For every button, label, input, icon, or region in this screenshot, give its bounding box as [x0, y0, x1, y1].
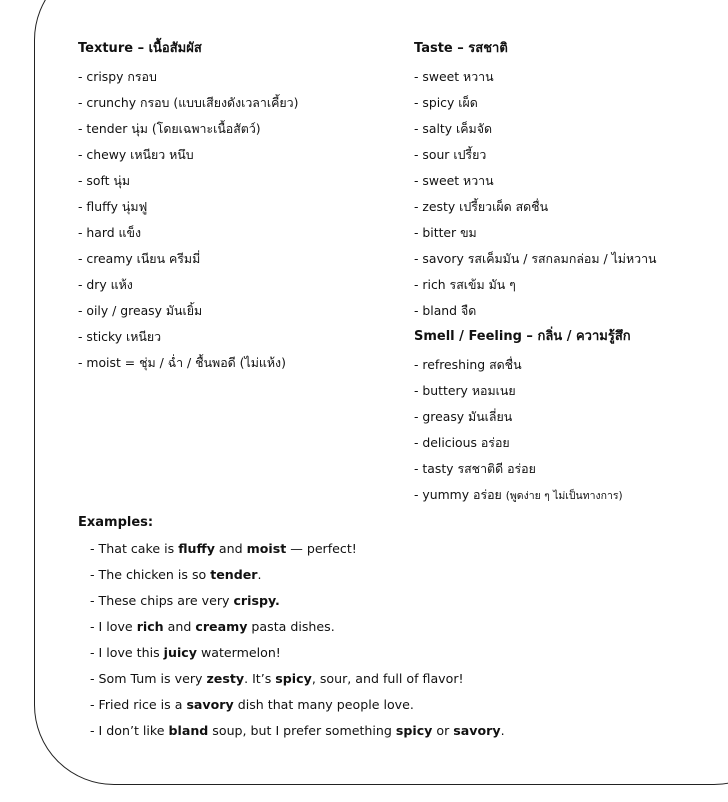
- taste-item: - salty เค็มจัด: [414, 121, 493, 136]
- example-sentence: [78, 614, 505, 640]
- taste-item: - sweet หวาน: [414, 69, 494, 84]
- smell-item-note: (พูดง่าย ๆ ไม่เป็นทางการ): [505, 490, 623, 502]
- example-text: dish that many people love.: [233, 697, 414, 712]
- smell-item: - delicious อร่อย: [414, 435, 510, 450]
- example-text: . It’s: [244, 671, 276, 686]
- smell-item-main: - yummy อร่อย: [414, 487, 506, 502]
- examples-list: [78, 536, 505, 744]
- example-text: - Som Tum is very: [90, 671, 207, 686]
- example-keyword: zesty: [206, 671, 245, 686]
- example-keyword: spicy: [275, 671, 312, 686]
- example-keyword: creamy: [195, 619, 248, 634]
- example-text: - I don’t like: [90, 723, 169, 738]
- texture-item: - dry แห้ง: [78, 277, 133, 292]
- example-keyword: moist: [246, 541, 287, 556]
- smell-item-yummy: [414, 482, 657, 508]
- taste-column: [414, 38, 657, 508]
- example-keyword: fluffy: [178, 541, 215, 556]
- smell-list: [414, 352, 657, 482]
- example-text: watermelon!: [196, 645, 281, 660]
- example-text: , sour, and full of flavor!: [311, 671, 464, 686]
- example-sentence: [78, 562, 505, 588]
- examples-heading: Examples:: [78, 515, 154, 530]
- example-keyword: juicy: [163, 645, 197, 660]
- example-text: or: [432, 723, 454, 738]
- taste-item: - bland จืด: [414, 303, 477, 318]
- example-text: - These chips are very: [90, 593, 234, 608]
- example-text: and: [214, 541, 247, 556]
- taste-item: - bitter ขม: [414, 225, 477, 240]
- example-text: .: [257, 567, 262, 582]
- example-text: .: [500, 723, 505, 738]
- example-keyword: savory: [453, 723, 501, 738]
- taste-heading: Taste – รสชาติ: [414, 41, 508, 56]
- taste-item: - rich รสเข้ม มัน ๆ: [414, 277, 516, 292]
- taste-item: - savory รสเค็มมัน / รสกลมกล่อม / ไม่หวาน: [414, 251, 657, 266]
- taste-item: - spicy เผ็ด: [414, 95, 478, 110]
- example-sentence: [78, 640, 505, 666]
- example-keyword: spicy: [395, 723, 433, 738]
- smell-item: - tasty รสชาติดี อร่อย: [414, 461, 536, 476]
- example-sentence: [78, 536, 505, 562]
- texture-item: - crunchy กรอบ (แบบเสียงดังเวลาเคี้ยว): [78, 95, 299, 110]
- example-text: - Fried rice is a: [90, 697, 187, 712]
- texture-item: - sticky เหนียว: [78, 329, 162, 344]
- example-text: — perfect!: [286, 541, 357, 556]
- examples-section: [78, 512, 505, 744]
- example-text: and: [163, 619, 196, 634]
- texture-item: - fluffy นุ่มฟู: [78, 199, 148, 214]
- taste-list: [414, 64, 657, 324]
- example-text: - The chicken is so: [90, 567, 211, 582]
- example-keyword: bland: [168, 723, 209, 738]
- example-sentence: [78, 588, 505, 614]
- example-keyword: tender: [210, 567, 258, 582]
- example-keyword: crispy.: [233, 593, 280, 608]
- texture-item: - crispy กรอบ: [78, 69, 157, 84]
- texture-column: [78, 38, 298, 376]
- example-keyword: rich: [136, 619, 164, 634]
- texture-item: - creamy เนียน ครีมมี่: [78, 251, 201, 266]
- smell-item: - refreshing สดชื่น: [414, 357, 522, 372]
- texture-item: - chewy เหนียว หนึบ: [78, 147, 194, 162]
- smell-heading: Smell / Feeling – กลิ่น / ความรู้สึก: [414, 329, 631, 344]
- example-text: - I love this: [90, 645, 164, 660]
- taste-item: - sour เปรี้ยว: [414, 147, 487, 162]
- texture-item: - hard แข็ง: [78, 225, 142, 240]
- texture-item: - tender นุ่ม (โดยเฉพาะเนื้อสัตว์): [78, 121, 261, 136]
- example-text: - That cake is: [90, 541, 179, 556]
- smell-item: - buttery หอมเนย: [414, 383, 516, 398]
- example-sentence: [78, 718, 505, 744]
- texture-item: - soft นุ่ม: [78, 173, 131, 188]
- smell-item: - greasy มันเลี่ยน: [414, 409, 513, 424]
- example-keyword: savory: [186, 697, 234, 712]
- example-text: soup, but I prefer something: [208, 723, 396, 738]
- example-text: - I love: [90, 619, 137, 634]
- taste-item: - zesty เปรี้ยวเผ็ด สดชื่น: [414, 199, 549, 214]
- texture-item: - moist = ชุ่ม / ฉ่ำ / ชื้นพอดี (ไม่แห้ง): [78, 355, 286, 370]
- taste-item: - sweet หวาน: [414, 173, 494, 188]
- example-sentence: [78, 666, 505, 692]
- texture-list: [78, 64, 298, 376]
- texture-item: - oily / greasy มันเยิ้ม: [78, 303, 203, 318]
- example-text: pasta dishes.: [247, 619, 335, 634]
- example-sentence: [78, 692, 505, 718]
- texture-heading: Texture – เนื้อสัมผัส: [78, 41, 202, 56]
